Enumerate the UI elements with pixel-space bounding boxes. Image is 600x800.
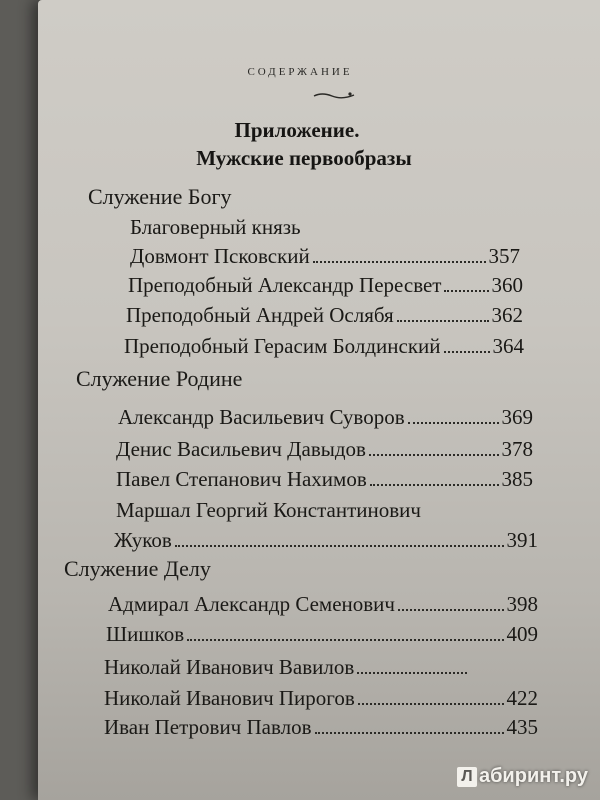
toc-page-number: 369 bbox=[501, 405, 533, 429]
labirint-logo-icon: Л bbox=[457, 767, 477, 787]
toc-entry-name: Адмирал Александр Семенович bbox=[108, 592, 395, 616]
leader-dots bbox=[369, 453, 499, 456]
toc-entry bbox=[108, 592, 538, 617]
site-watermark bbox=[457, 765, 588, 788]
toc-entry-name: Иван Петрович Павлов bbox=[104, 715, 312, 739]
leader-dots bbox=[358, 702, 504, 705]
toc-entry-name: Николай Иванович Вавилов bbox=[104, 655, 355, 679]
toc-entry bbox=[104, 686, 538, 711]
toc-entry bbox=[116, 467, 533, 492]
leader-dots bbox=[175, 544, 504, 547]
toc-entry-name: Довмонт Псковский bbox=[130, 244, 310, 268]
leader-dots bbox=[444, 289, 488, 292]
leader-dots bbox=[187, 638, 503, 641]
toc-entry bbox=[118, 405, 533, 430]
toc-entry bbox=[124, 334, 524, 359]
toc-entry-line: Благоверный князь bbox=[130, 215, 301, 239]
toc-entry bbox=[114, 528, 538, 553]
watermark-text: абиринт.ру bbox=[478, 765, 588, 787]
toc-entry-name: Николай Иванович Пирогов bbox=[104, 686, 355, 710]
toc-entry-name: Преподобный Андрей Ослябя bbox=[126, 303, 394, 327]
section-title-line1: Приложение. bbox=[234, 118, 360, 142]
toc-entry bbox=[104, 655, 470, 680]
toc-entry bbox=[128, 273, 523, 298]
part-title-motherland: Служение Родине bbox=[76, 366, 243, 391]
toc-page-number: 409 bbox=[506, 622, 538, 646]
toc-page-number: 378 bbox=[501, 437, 533, 461]
leader-dots bbox=[444, 350, 490, 353]
leader-dots bbox=[370, 483, 499, 486]
toc-page-number: 391 bbox=[506, 528, 538, 552]
toc-entry-line: Маршал Георгий Константинович bbox=[116, 498, 421, 522]
leader-dots bbox=[315, 731, 504, 734]
leader-dots bbox=[313, 260, 486, 263]
leader-dots bbox=[398, 608, 504, 611]
leader-dots bbox=[408, 421, 499, 424]
leader-dots bbox=[357, 671, 467, 674]
page-header: СОДЕРЖАНИЕ bbox=[247, 66, 353, 78]
toc-page-number: 364 bbox=[492, 334, 524, 358]
part-title-god: Служение Богу bbox=[88, 184, 232, 209]
toc-page-number: 360 bbox=[491, 273, 523, 297]
part-title-work: Служение Делу bbox=[64, 556, 211, 581]
toc-entry bbox=[106, 622, 538, 647]
toc-entry bbox=[116, 437, 533, 462]
toc-page-number: 385 bbox=[501, 467, 533, 491]
toc-entry bbox=[130, 244, 520, 269]
toc-page-number: 357 bbox=[488, 244, 520, 268]
toc-page-number: 435 bbox=[506, 715, 538, 739]
leader-dots bbox=[397, 319, 489, 322]
toc-entry-name: Шишков bbox=[106, 622, 185, 646]
toc-entry-name: Преподобный Александр Пересвет bbox=[128, 273, 442, 297]
toc-entry bbox=[104, 715, 538, 740]
toc-entry-name: Жуков bbox=[114, 528, 172, 552]
toc-entry-name: Павел Степанович Нахимов bbox=[116, 467, 367, 491]
toc-entry-name: Александр Васильевич Суворов bbox=[118, 405, 405, 429]
toc-page-number: 398 bbox=[506, 592, 538, 616]
toc-entry-name: Преподобный Герасим Болдинский bbox=[124, 334, 441, 358]
header-flourish bbox=[312, 90, 356, 100]
toc-entry-name: Денис Васильевич Давыдов bbox=[116, 437, 366, 461]
toc-entry bbox=[126, 303, 523, 328]
section-title-line2: Мужские первообразы bbox=[196, 146, 412, 170]
toc-page-number: 362 bbox=[491, 303, 523, 327]
toc-page-number: 422 bbox=[506, 686, 538, 710]
